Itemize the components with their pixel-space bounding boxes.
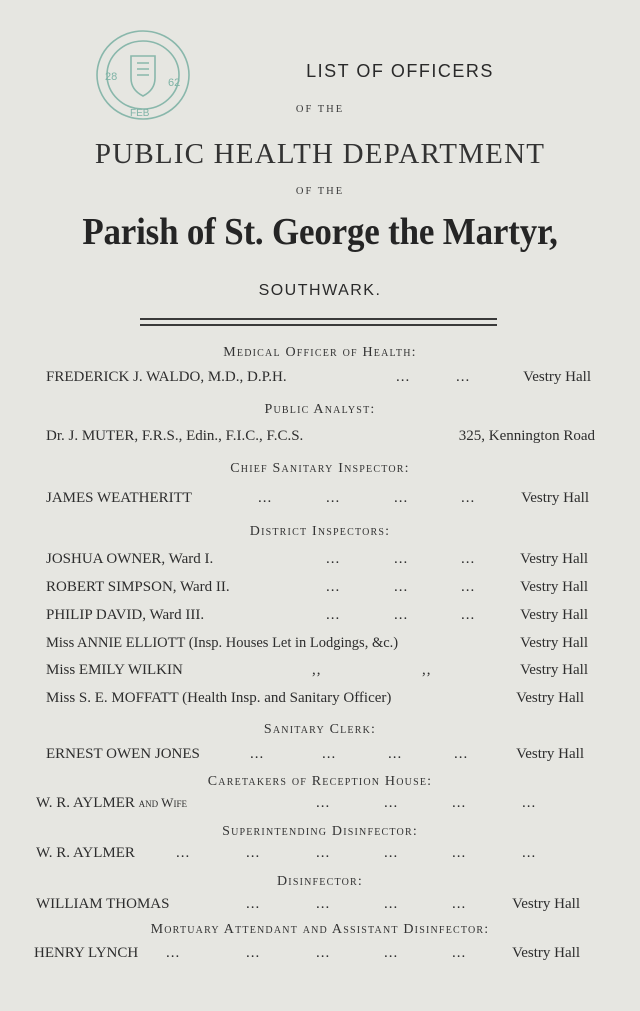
officer-name: HENRY LYNCH — [34, 945, 139, 961]
leader-dots: ... — [322, 746, 337, 762]
officer-location: Vestry Hall — [516, 746, 584, 762]
section-heading: Mortuary Attendant and Assistant Disinfector: — [150, 922, 490, 937]
officer-location: Vestry Hall — [523, 369, 591, 385]
leader-dots: ... — [326, 490, 341, 506]
leader-dots: ... — [316, 896, 331, 912]
section-heading: Caretakers of Reception House: — [207, 774, 433, 789]
leader-dots: ... — [456, 369, 471, 385]
officer-name: ROBERT SIMPSON, Ward II. — [46, 579, 230, 595]
officer-name: Miss EMILY WILKIN — [46, 662, 183, 678]
leader-dots: ... — [522, 795, 537, 811]
officer-name: W. R. AYLMER — [36, 845, 135, 861]
officer-row — [36, 845, 592, 865]
divider-rule — [140, 324, 497, 326]
officer-name: Miss ANNIE ELLIOTT (Insp. Houses Let in Lodgings, &c.) — [46, 635, 399, 651]
section-heading: Public Analyst: — [264, 402, 376, 417]
officer-name: JAMES WEATHERITT — [46, 490, 192, 506]
officer-name: JOSHUA OWNER, Ward I. — [46, 551, 214, 567]
officer-row — [36, 607, 592, 627]
stamp-right-number: 62 — [168, 77, 181, 89]
leader-dots: ... — [394, 551, 409, 567]
officer-name: Miss S. E. MOFFATT (Health Insp. and Sanitary Officer) — [46, 690, 392, 706]
officer-name: Dr. J. MUTER, F.R.S., Edin., F.I.C., F.C.S. — [46, 428, 304, 444]
officer-location: Vestry Hall — [516, 690, 584, 706]
officer-location: Vestry Hall — [512, 945, 580, 961]
officer-row — [36, 369, 592, 389]
leader-dots: ... — [522, 845, 537, 861]
section-heading: Sanitary Clerk: — [263, 722, 377, 737]
leader-dots: ... — [326, 551, 341, 567]
officer-name: W. R. AYLMER and Wife — [36, 795, 187, 811]
leader-dots: ... — [384, 845, 399, 861]
officer-row — [36, 490, 592, 510]
leader-dots: ... — [394, 490, 409, 506]
leader-dots: ... — [384, 896, 399, 912]
officer-row — [36, 690, 592, 710]
officer-row — [36, 551, 592, 571]
leader-dots: ... — [394, 579, 409, 595]
leader-dots: ... — [452, 795, 467, 811]
section-heading: Medical Officer of Health: — [223, 345, 417, 360]
stamp-left-number: 28 — [105, 71, 118, 83]
leader-dots: ... — [454, 746, 469, 762]
divider-rule — [140, 318, 497, 320]
leader-dots: ... — [246, 896, 261, 912]
leader-dots: ... — [246, 845, 261, 861]
leader-dots: ... — [250, 746, 265, 762]
leader-dots: ... — [246, 945, 261, 961]
leader-dots: ... — [316, 795, 331, 811]
leader-dots: ... — [461, 551, 476, 567]
leader-dots: ... — [452, 896, 467, 912]
officer-location: Vestry Hall — [512, 896, 580, 912]
leader-dots: ... — [384, 795, 399, 811]
stamp-month: FEB — [130, 108, 150, 119]
officer-location: 325, Kennington Road — [458, 428, 595, 444]
officer-location: Vestry Hall — [520, 607, 588, 623]
officer-name: ERNEST OWEN JONES — [46, 746, 200, 762]
officer-location: Vestry Hall — [520, 551, 588, 567]
officer-name: PHILIP DAVID, Ward III. — [46, 607, 205, 623]
leader-dots: ... — [384, 945, 399, 961]
officer-row — [36, 746, 592, 766]
leader-dots: ... — [326, 579, 341, 595]
officer-location: Vestry Hall — [521, 490, 589, 506]
officer-row — [36, 428, 595, 448]
leader-dots: ... — [396, 369, 411, 385]
officer-row — [36, 896, 592, 916]
place-title: SOUTHWARK. — [258, 282, 382, 299]
leader-dots: ... — [452, 845, 467, 861]
officer-row — [36, 635, 592, 655]
leader-dots: ... — [461, 579, 476, 595]
officer-location: Vestry Hall — [520, 635, 588, 651]
of-the-label: OF THE — [295, 104, 345, 115]
leader-dots: ... — [166, 945, 181, 961]
officer-location: Vestry Hall — [520, 579, 588, 595]
officer-row — [36, 662, 592, 682]
list-title: LIST OF OFFICERS — [306, 61, 494, 81]
leader-dots: ... — [461, 607, 476, 623]
leader-dots: ... — [316, 845, 331, 861]
department-title: PUBLIC HEALTH DEPARTMENT — [94, 138, 546, 170]
section-heading: Disinfector: — [276, 874, 363, 889]
leader-dots: ... — [258, 490, 273, 506]
officer-name-suffix: and Wife — [138, 795, 187, 810]
leader-dots: ... — [176, 845, 191, 861]
ditto-marks: ,, — [312, 662, 322, 678]
leader-dots: ... — [388, 746, 403, 762]
officer-row — [36, 945, 592, 965]
section-heading: Chief Sanitary Inspector: — [230, 461, 410, 476]
leader-dots: ... — [316, 945, 331, 961]
leader-dots: ... — [394, 607, 409, 623]
leader-dots: ... — [326, 607, 341, 623]
officer-row — [36, 795, 592, 815]
leader-dots: ... — [461, 490, 476, 506]
parish-title: Parish of St. George the Martyr, — [82, 211, 558, 253]
officer-name: FREDERICK J. WALDO, M.D., D.P.H. — [46, 369, 287, 385]
of-the-label: OF THE — [295, 186, 345, 197]
section-heading: District Inspectors: — [249, 524, 391, 539]
officer-row — [36, 579, 592, 599]
officer-location: Vestry Hall — [520, 662, 588, 678]
ditto-marks: ,, — [422, 662, 432, 678]
officer-name: WILLIAM THOMAS — [36, 896, 170, 912]
section-heading: Superintending Disinfector: — [222, 824, 418, 839]
leader-dots: ... — [452, 945, 467, 961]
